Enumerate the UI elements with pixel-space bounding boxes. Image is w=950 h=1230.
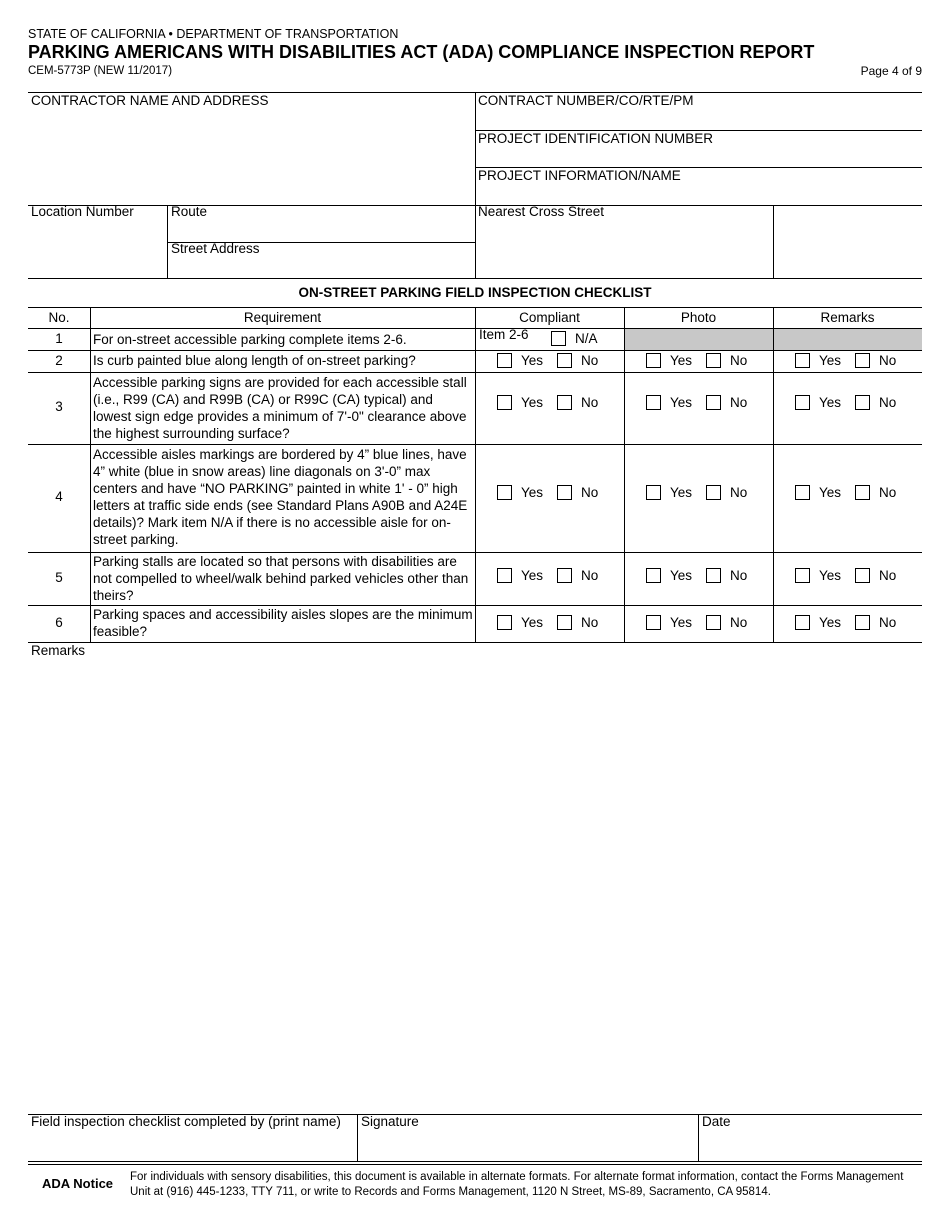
divider bbox=[773, 205, 774, 278]
date-field[interactable] bbox=[702, 1114, 920, 1159]
na-checkbox[interactable] bbox=[551, 331, 566, 346]
contractor-name-address-field[interactable] bbox=[31, 93, 471, 203]
completed-by-field[interactable] bbox=[31, 1114, 355, 1159]
checklist-title: ON-STREET PARKING FIELD INSPECTION CHECKLIST bbox=[298, 285, 652, 300]
yes-checkbox[interactable] bbox=[497, 615, 512, 630]
col-header-requirement: Requirement bbox=[243, 310, 322, 325]
page-number: Page 4 of 9 bbox=[860, 64, 922, 78]
remarks-yes-no[interactable] bbox=[795, 568, 910, 583]
signature-label: Signature bbox=[361, 1114, 419, 1129]
yes-checkbox[interactable] bbox=[646, 615, 661, 630]
no-checkbox[interactable] bbox=[706, 485, 721, 500]
completed-by-label: Field inspection checklist completed by (print name) bbox=[31, 1114, 341, 1129]
yes-label: Yes bbox=[670, 353, 693, 368]
yes-checkbox[interactable] bbox=[646, 485, 661, 500]
col-header-remarks: Remarks bbox=[820, 310, 875, 325]
project-id-field[interactable] bbox=[478, 131, 918, 165]
no-checkbox[interactable] bbox=[855, 353, 870, 368]
agency-line: STATE OF CALIFORNIA • DEPARTMENT OF TRANSPORTATION bbox=[28, 27, 399, 41]
yes-label: Yes bbox=[819, 395, 842, 410]
row-number: 6 bbox=[55, 615, 63, 630]
no-label: No bbox=[879, 615, 897, 630]
yes-label: Yes bbox=[819, 615, 842, 630]
na-option[interactable] bbox=[551, 331, 612, 346]
date-label: Date bbox=[702, 1114, 731, 1129]
no-checkbox[interactable] bbox=[855, 485, 870, 500]
no-checkbox[interactable] bbox=[557, 485, 572, 500]
no-checkbox[interactable] bbox=[557, 615, 572, 630]
shaded-cell bbox=[774, 329, 922, 350]
remarks-yes-no[interactable] bbox=[795, 615, 910, 630]
compliant-yes-no[interactable] bbox=[497, 395, 612, 410]
yes-label: Yes bbox=[670, 395, 693, 410]
yes-checkbox[interactable] bbox=[795, 568, 810, 583]
no-label: No bbox=[730, 395, 748, 410]
remarks-yes-no[interactable] bbox=[795, 395, 910, 410]
no-label: No bbox=[581, 615, 599, 630]
yes-label: Yes bbox=[521, 615, 544, 630]
divider bbox=[28, 1161, 922, 1162]
no-label: No bbox=[730, 615, 748, 630]
yes-checkbox[interactable] bbox=[646, 353, 661, 368]
col-header-compliant: Compliant bbox=[519, 310, 580, 325]
no-label: No bbox=[730, 568, 748, 583]
project-id-label: PROJECT IDENTIFICATION NUMBER bbox=[478, 131, 714, 146]
yes-label: Yes bbox=[521, 568, 544, 583]
yes-checkbox[interactable] bbox=[795, 485, 810, 500]
photo-yes-no[interactable] bbox=[646, 568, 761, 583]
divider bbox=[773, 307, 774, 642]
photo-yes-no[interactable] bbox=[646, 395, 761, 410]
photo-yes-no[interactable] bbox=[646, 353, 761, 368]
signature-field[interactable] bbox=[361, 1114, 695, 1159]
yes-label: Yes bbox=[521, 353, 544, 368]
no-checkbox[interactable] bbox=[557, 395, 572, 410]
yes-label: Yes bbox=[819, 485, 842, 500]
divider bbox=[28, 642, 922, 643]
no-label: No bbox=[879, 395, 897, 410]
requirement-text: Parking spaces and accessibility aisles slopes are the minimum feasible? bbox=[93, 607, 473, 639]
remarks-label: Remarks bbox=[31, 643, 86, 658]
requirement-text: Parking stalls are located so that persons with disabilities are not compelled to wheel/walk behind parked vehicles other than theirs? bbox=[93, 554, 469, 603]
no-checkbox[interactable] bbox=[557, 568, 572, 583]
form-title: PARKING AMERICANS WITH DISABILITIES ACT (ADA) COMPLIANCE INSPECTION REPORT bbox=[28, 42, 815, 62]
divider bbox=[475, 307, 476, 642]
no-label: No bbox=[581, 353, 599, 368]
remarks-yes-no[interactable] bbox=[795, 353, 910, 368]
no-checkbox[interactable] bbox=[706, 615, 721, 630]
col-header-photo: Photo bbox=[680, 310, 717, 325]
project-info-field[interactable] bbox=[478, 168, 918, 203]
no-checkbox[interactable] bbox=[706, 568, 721, 583]
remarks-textarea[interactable] bbox=[28, 662, 922, 1110]
no-label: No bbox=[879, 485, 897, 500]
yes-checkbox[interactable] bbox=[795, 353, 810, 368]
no-label: No bbox=[730, 353, 748, 368]
compliant-yes-no[interactable] bbox=[497, 615, 612, 630]
contract-number-field[interactable] bbox=[478, 93, 918, 128]
divider bbox=[28, 278, 922, 279]
yes-label: Yes bbox=[521, 485, 544, 500]
ada-notice-label: ADA Notice bbox=[42, 1176, 114, 1191]
yes-checkbox[interactable] bbox=[646, 395, 661, 410]
street-address-field[interactable] bbox=[171, 241, 473, 276]
no-checkbox[interactable] bbox=[855, 568, 870, 583]
yes-checkbox[interactable] bbox=[646, 568, 661, 583]
divider bbox=[28, 1164, 922, 1165]
compliant-yes-no[interactable] bbox=[497, 485, 612, 500]
no-label: No bbox=[879, 353, 897, 368]
no-checkbox[interactable] bbox=[855, 395, 870, 410]
requirement-text: Is curb painted blue along length of on-street parking? bbox=[93, 353, 416, 368]
item-range-label: Item 2-6 bbox=[479, 327, 529, 342]
row-number: 2 bbox=[55, 353, 63, 368]
nearest-cross-street-label: Nearest Cross Street bbox=[478, 204, 605, 219]
no-checkbox[interactable] bbox=[706, 353, 721, 368]
yes-checkbox[interactable] bbox=[497, 568, 512, 583]
yes-checkbox[interactable] bbox=[795, 615, 810, 630]
no-label: No bbox=[581, 568, 599, 583]
divider bbox=[357, 1114, 358, 1161]
row-number: 3 bbox=[55, 399, 63, 414]
yes-label: Yes bbox=[819, 568, 842, 583]
ada-notice-text: For individuals with sensory disabilities, this document is available in alternate formats. For alternate format information, contact the Forms Management Unit at (916) 445-1233, TTY 711, or write to Records and Forms Management, 1120 N Street, MS-89, Sacramento, CA 95814. bbox=[130, 1171, 904, 1198]
yes-label: Yes bbox=[670, 568, 693, 583]
photo-yes-no[interactable] bbox=[646, 485, 761, 500]
row-number: 5 bbox=[55, 570, 63, 585]
yes-checkbox[interactable] bbox=[497, 485, 512, 500]
contractor-label: CONTRACTOR NAME AND ADDRESS bbox=[31, 93, 269, 108]
location-number-field[interactable] bbox=[31, 204, 165, 276]
no-checkbox[interactable] bbox=[855, 615, 870, 630]
requirement-text: Accessible aisles markings are bordered by 4” blue lines, have 4” white (blue in snow areas) line diagonals on 3'-0” max centers and have “NO PARKING” painted in white 1' - 0” high letters at traffic side ends (see Standard Plans A90B and A24E details)? Mark item N/A if there is no accessible aisle for on-street parking. bbox=[93, 447, 468, 547]
form-number: CEM-5773P (NEW 11/2017) bbox=[28, 65, 173, 77]
remarks-yes-no[interactable] bbox=[795, 485, 910, 500]
extra-field[interactable] bbox=[776, 207, 920, 276]
compliant-yes-no[interactable] bbox=[497, 568, 612, 583]
no-label: No bbox=[581, 395, 599, 410]
no-label: No bbox=[879, 568, 897, 583]
row-number: 4 bbox=[55, 489, 63, 504]
route-field[interactable] bbox=[171, 204, 473, 240]
yes-checkbox[interactable] bbox=[497, 395, 512, 410]
street-address-label: Street Address bbox=[171, 241, 260, 256]
yes-label: Yes bbox=[670, 485, 693, 500]
yes-label: Yes bbox=[521, 395, 544, 410]
compliant-yes-no[interactable] bbox=[497, 353, 612, 368]
divider bbox=[698, 1114, 699, 1161]
no-checkbox[interactable] bbox=[706, 395, 721, 410]
yes-label: Yes bbox=[670, 615, 693, 630]
contract-number-label: CONTRACT NUMBER/CO/RTE/PM bbox=[478, 93, 694, 108]
row-number: 1 bbox=[55, 331, 63, 346]
yes-checkbox[interactable] bbox=[795, 395, 810, 410]
requirement-text: Accessible parking signs are provided for each accessible stall (i.e., R99 (CA) and R99B (CA) or R99C (CA) typical) and lowest sign edge provides a minimum of 7'-0" clearance above the highest surrounding surface? bbox=[93, 375, 467, 441]
divider bbox=[90, 307, 91, 642]
yes-label: Yes bbox=[819, 353, 842, 368]
photo-yes-no[interactable] bbox=[646, 615, 761, 630]
divider bbox=[475, 92, 476, 278]
no-label: No bbox=[581, 485, 599, 500]
col-header-no: No. bbox=[48, 310, 70, 325]
shaded-cell bbox=[625, 329, 773, 350]
nearest-cross-street-field[interactable] bbox=[478, 204, 770, 276]
no-checkbox[interactable] bbox=[557, 353, 572, 368]
no-label: No bbox=[730, 485, 748, 500]
location-number-label: Location Number bbox=[31, 204, 134, 219]
project-info-label: PROJECT INFORMATION/NAME bbox=[478, 168, 681, 183]
yes-checkbox[interactable] bbox=[497, 353, 512, 368]
divider bbox=[624, 307, 625, 642]
requirement-text: For on-street accessible parking complete items 2-6. bbox=[93, 332, 407, 347]
na-label: N/A bbox=[575, 331, 598, 346]
route-label: Route bbox=[171, 204, 208, 219]
